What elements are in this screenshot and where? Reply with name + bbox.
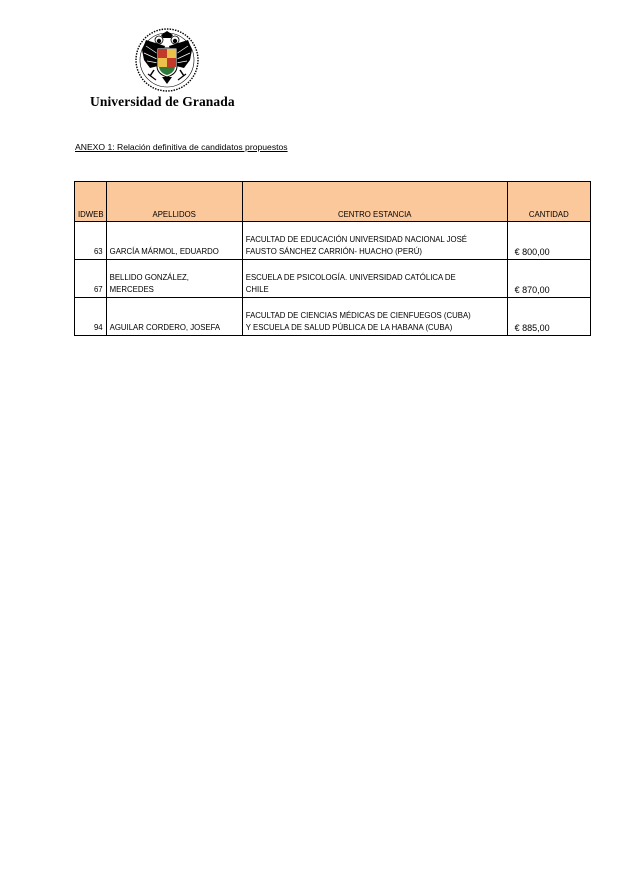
cell-apellidos: AGUILAR CORDERO, JOSEFA <box>106 298 242 336</box>
university-name: Universidad de Granada <box>90 94 235 109</box>
candidates-table <box>74 181 591 336</box>
annex-title: ANEXO 1: Relación definitiva de candidatos propuestos <box>75 142 288 152</box>
cell-idweb: 67 <box>75 260 107 298</box>
cell-centro-estancia <box>242 222 507 260</box>
centro-line: CHILE <box>245 285 269 294</box>
cell-apellidos <box>106 260 242 298</box>
cell-idweb: 63 <box>75 222 107 260</box>
apellidos-line: MERCEDES <box>109 285 154 294</box>
centro-line: Y ESCUELA DE SALUD PÚBLICA DE LA HABANA (CUBA) <box>245 323 453 332</box>
apellidos-line: BELLIDO GONZÁLEZ, <box>109 273 189 282</box>
table-row <box>75 260 591 298</box>
centro-line: FACULTAD DE EDUCACIÓN UNIVERSIDAD NACIONAL JOSÉ <box>245 235 468 244</box>
cell-cantidad: € 800,00 <box>507 222 590 260</box>
column-header-apellidos: APELLIDOS <box>106 182 242 222</box>
cell-idweb: 94 <box>75 298 107 336</box>
table-header-row <box>75 182 591 222</box>
cell-centro-estancia <box>242 260 507 298</box>
table-row <box>75 222 591 260</box>
cell-apellidos: GARCÍA MÁRMOL, EDUARDO <box>106 222 242 260</box>
university-logo <box>132 26 202 94</box>
cell-cantidad: € 870,00 <box>507 260 590 298</box>
university-crest-eagle-icon <box>132 26 202 94</box>
cell-cantidad: € 885,00 <box>507 298 590 336</box>
column-header-idweb: IDWEB <box>75 182 107 222</box>
table-row <box>75 298 591 336</box>
centro-line: ESCUELA DE PSICOLOGÍA. UNIVERSIDAD CATÓLICA DE <box>245 273 456 282</box>
centro-line: FAUSTO SÁNCHEZ CARRIÓN- HUACHO (PERÚ) <box>245 247 422 256</box>
centro-line: FACULTAD DE CIENCIAS MÉDICAS DE CIENFUEGOS (CUBA) <box>245 311 471 320</box>
column-header-cantidad: CANTIDAD <box>507 182 590 222</box>
column-header-centro-estancia: CENTRO ESTANCIA <box>242 182 507 222</box>
cell-centro-estancia <box>242 298 507 336</box>
